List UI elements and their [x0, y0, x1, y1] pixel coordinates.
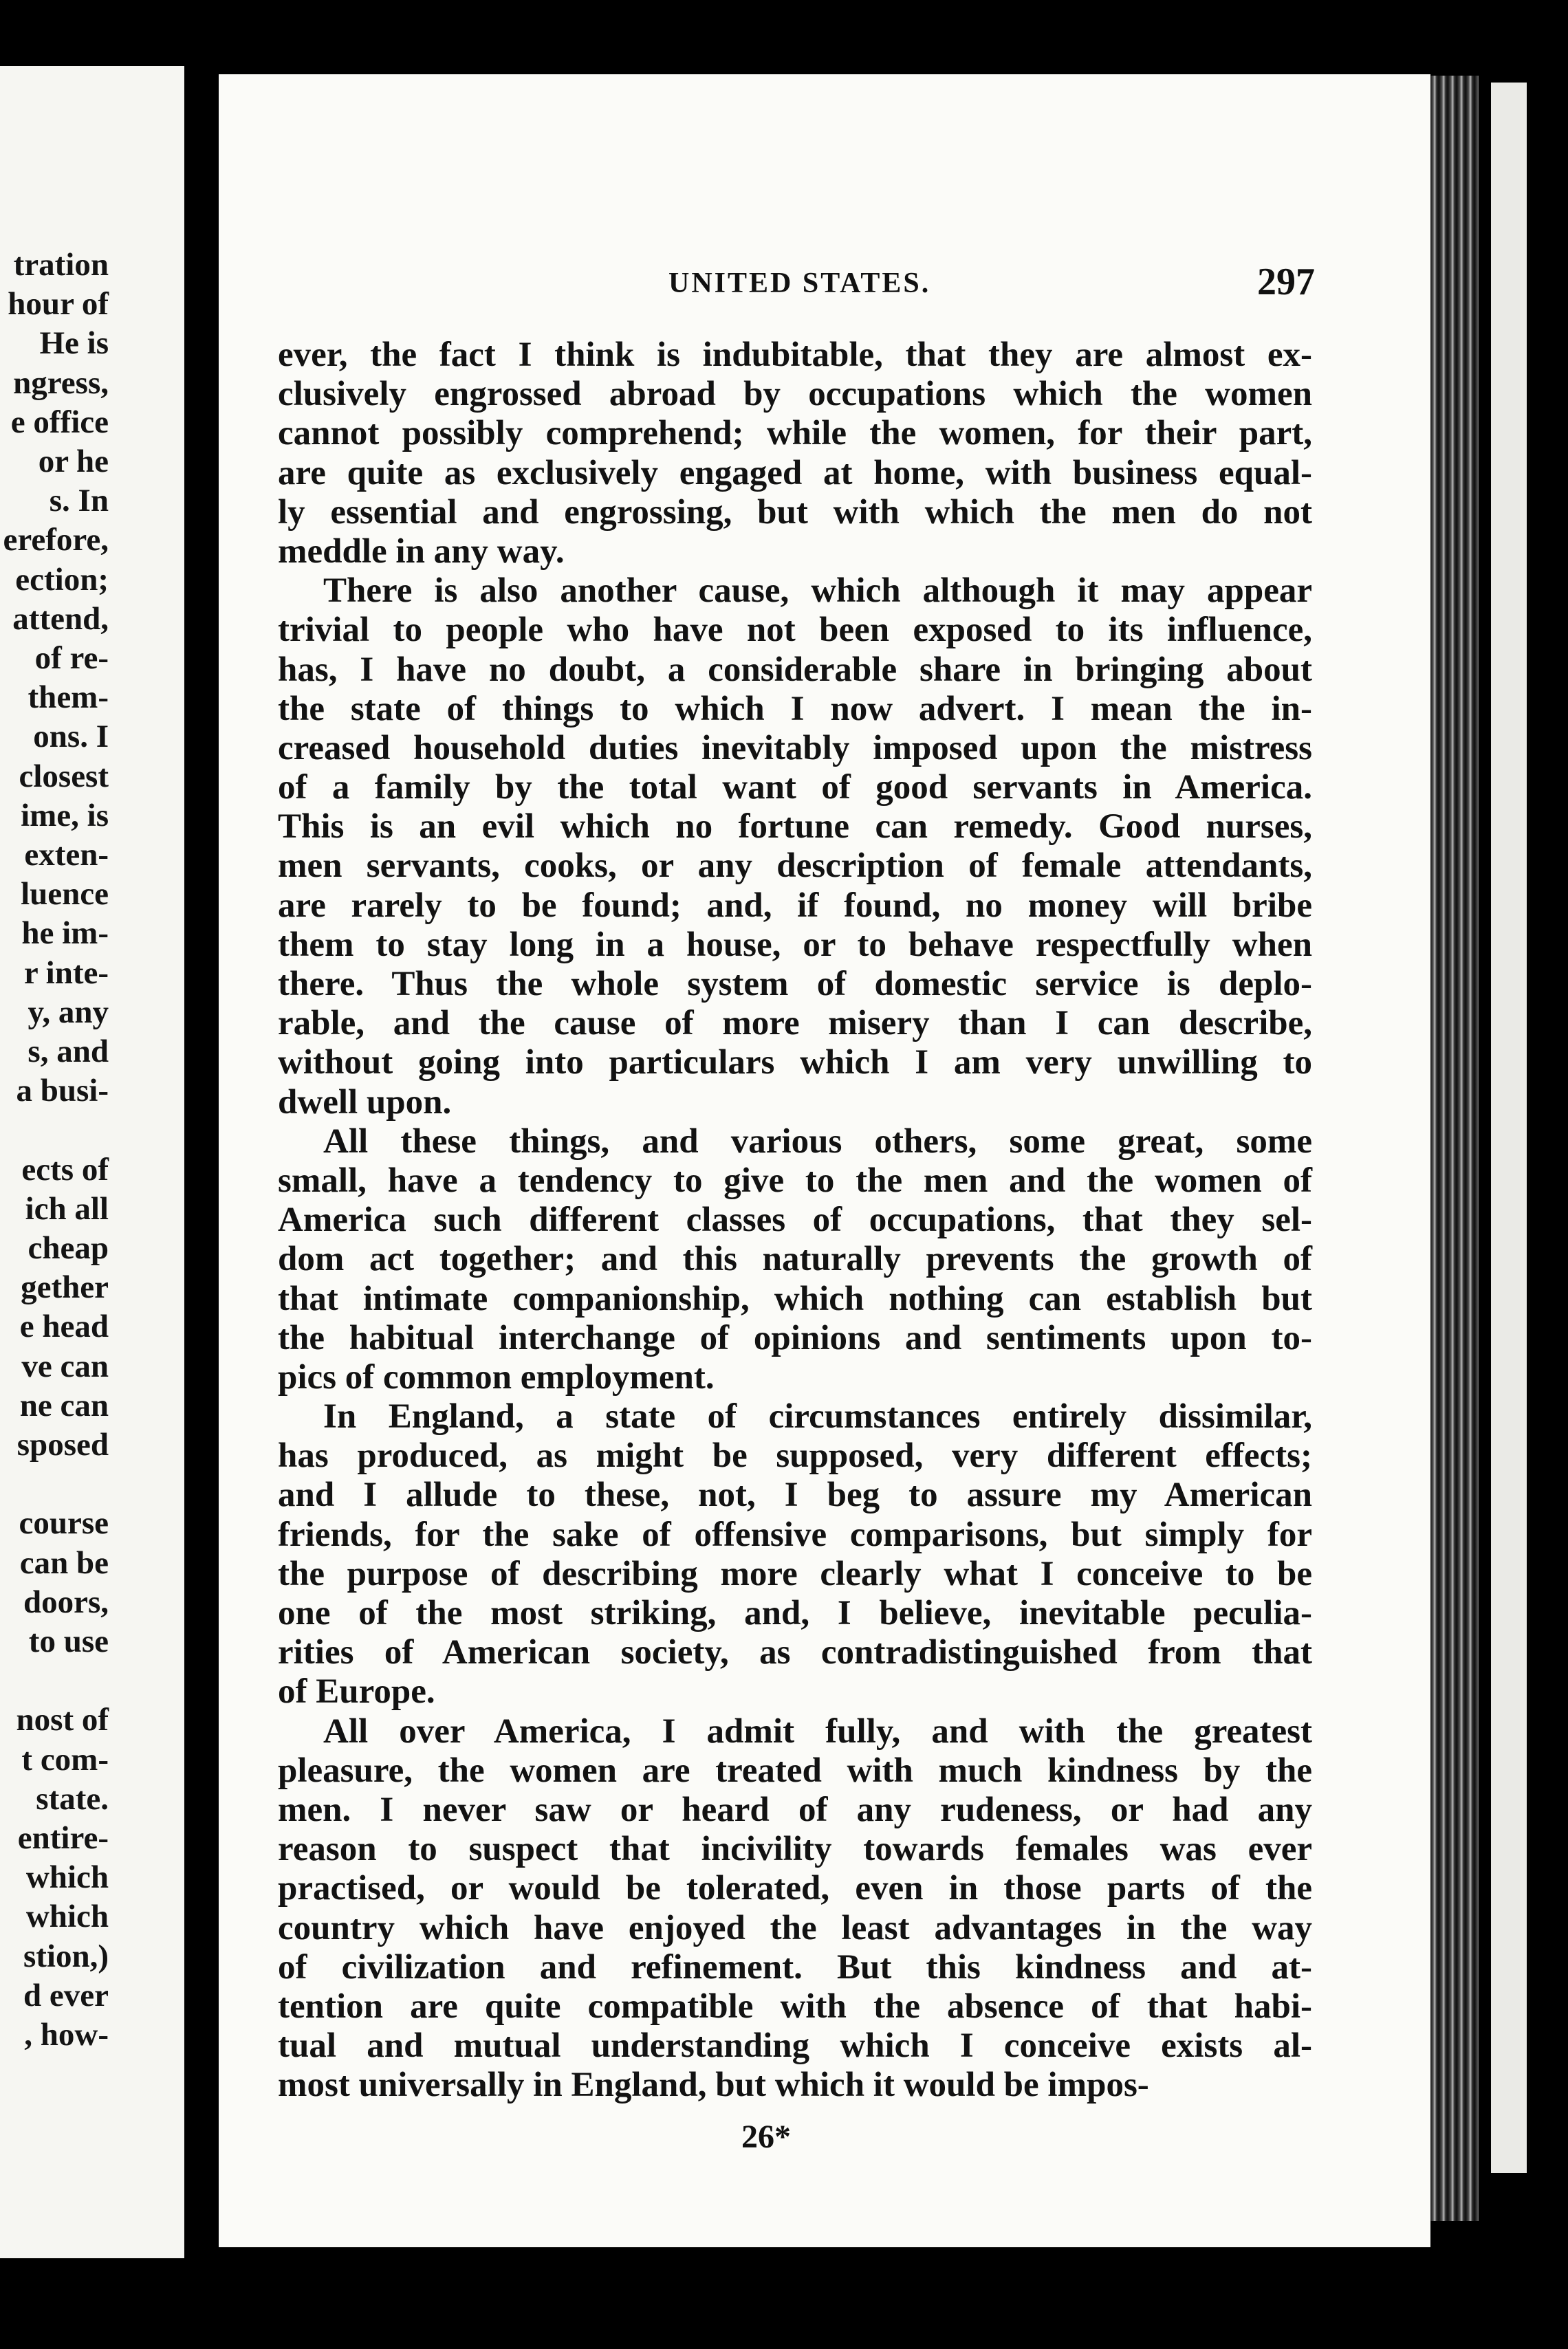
previous-page-line: stion,): [23, 1938, 109, 1974]
previous-page-line: attend,: [12, 600, 109, 637]
text-line: tual and mutual understanding which I conceive exists al-: [278, 2026, 1312, 2066]
previous-page-line: sposed: [17, 1427, 109, 1463]
text-line: of a family by the total want of good servants in America.: [278, 768, 1312, 807]
cover-edge: [1491, 83, 1527, 2173]
text-line: that intimate companionship, which nothing can establish but: [278, 1279, 1312, 1318]
text-line: of civilization and refinement. But this kindness and at-: [278, 1947, 1312, 1987]
page-edge-stack: [1430, 76, 1479, 2221]
previous-page-line: ime, is: [21, 797, 109, 833]
text-line: are rarely to be found; and, if found, no money will bribe: [278, 886, 1312, 925]
previous-page-line: ects of: [21, 1151, 109, 1188]
previous-page-line: e office: [10, 404, 109, 440]
previous-page-line: ne can: [19, 1387, 109, 1423]
text-line: are quite as exclusively engaged at home, with business equal-: [278, 453, 1312, 492]
previous-page-line: course: [19, 1505, 109, 1542]
previous-page-line: nost of: [16, 1702, 109, 1738]
text-line: most universally in England, but which it would be impos-: [278, 2066, 1149, 2105]
text-line: trivial to people who have not been exposed to its influence,: [278, 611, 1312, 650]
previous-page-line: , how-: [24, 2017, 109, 2053]
previous-page-line: which: [25, 1859, 109, 1896]
previous-page-line: ich all: [25, 1190, 109, 1227]
text-line: All these things, and various others, some great, some: [323, 1122, 1312, 1161]
text-line: men servants, cooks, or any description of female attendants,: [278, 846, 1312, 886]
text-line: has produced, as might be supposed, very different effects;: [278, 1436, 1312, 1476]
text-line: dom act together; and this naturally prevents the growth of: [278, 1240, 1312, 1279]
previous-page-line: t com-: [21, 1741, 109, 1778]
previous-page-line: He is: [39, 325, 109, 362]
previous-page-line: of re-: [34, 640, 109, 676]
previous-page-line: to use: [28, 1624, 109, 1659]
previous-page-line: exten-: [24, 837, 109, 873]
text-line: one of the most striking, and, I believe, inevitable peculia-: [278, 1594, 1312, 1632]
text-line: clusively engrossed abroad by occupations which the women: [278, 375, 1312, 414]
text-line: friends, for the sake of offensive comparisons, but simply for: [278, 1515, 1312, 1554]
previous-page-line: them-: [28, 679, 109, 716]
previous-page-line: gether: [21, 1269, 109, 1306]
text-line: cannot possibly comprehend; while the women, for their part,: [278, 414, 1312, 453]
text-line: In England, a state of circumstances entirely dissimilar,: [323, 1397, 1312, 1436]
signature-mark: 26*: [741, 2119, 791, 2155]
previous-page-line: he im-: [21, 915, 109, 952]
text-line: practised, or would be tolerated, even in those parts of the: [278, 1869, 1312, 1908]
text-line: pics of common employment.: [278, 1357, 715, 1397]
page-number: 297: [1257, 261, 1315, 303]
previous-page-line: doors,: [23, 1584, 109, 1620]
text-line: There is also another cause, which although it may appear: [323, 571, 1312, 611]
running-head: [219, 261, 1430, 308]
previous-page-line: cheap: [28, 1230, 109, 1266]
text-line: of Europe.: [278, 1672, 435, 1712]
text-line: All over America, I admit fully, and with the greatest: [323, 1712, 1312, 1751]
text-line: has, I have no doubt, a considerable share in bringing about: [278, 650, 1312, 689]
text-line: meddle in any way.: [278, 532, 565, 571]
text-line: creased household duties inevitably imposed upon the mistress: [278, 728, 1312, 767]
text-line: pleasure, the women are treated with much kindness by the: [278, 1751, 1312, 1790]
previous-page-line: which: [25, 1899, 109, 1935]
previous-page-line: or he: [38, 444, 109, 479]
text-line: ly essential and engrossing, but with which the men do not: [278, 492, 1312, 532]
previous-page-line: y, any: [28, 994, 109, 1030]
text-line: the purpose of describing more clearly what I conceive to be: [278, 1554, 1312, 1593]
previous-page-line: entire-: [17, 1820, 109, 1856]
previous-page: [0, 66, 184, 2258]
previous-page-line: s. In: [49, 483, 109, 519]
previous-page-line: ngress,: [13, 364, 109, 401]
text-line: men. I never saw or heard of any rudeness, or had any: [278, 1790, 1312, 1829]
previous-page-line: can be: [19, 1544, 109, 1581]
previous-page-line: d ever: [23, 1977, 109, 2013]
running-title: UNITED STATES.: [668, 267, 931, 299]
text-line: America such different classes of occupations, that they sel-: [278, 1201, 1312, 1240]
text-line: dwell upon.: [278, 1082, 452, 1122]
text-line: This is an evil which no fortune can remedy. Good nurses,: [278, 807, 1312, 846]
text-line: ever, the fact I think is indubitable, that they are almost ex-: [278, 336, 1312, 374]
text-line: rities of American society, as contradistinguished from that: [278, 1633, 1312, 1672]
current-page: [219, 74, 1430, 2247]
previous-page-line: erefore,: [3, 522, 109, 558]
text-line: there. Thus the whole system of domestic service is deplo-: [278, 965, 1312, 1003]
previous-page-line: s, and: [28, 1034, 109, 1069]
previous-page-line: hour of: [8, 286, 109, 323]
text-line: country which have enjoyed the least advantages in the way: [278, 1908, 1312, 1947]
text-line: reason to suspect that incivility towards females was ever: [278, 1830, 1312, 1869]
text-line: them to stay long in a house, or to behave respectfully when: [278, 925, 1312, 964]
body-text: [278, 336, 1312, 2105]
previous-page-line: r inte-: [23, 954, 109, 991]
previous-page-line: state.: [36, 1780, 109, 1817]
text-line: rable, and the cause of more misery than I can describe,: [278, 1004, 1312, 1043]
previous-page-line: ection;: [15, 561, 109, 598]
previous-page-line: a busi-: [16, 1073, 109, 1109]
text-line: small, have a tendency to give to the men and the women of: [278, 1161, 1312, 1200]
previous-page-line: ve can: [21, 1348, 109, 1384]
previous-page-line: tration: [13, 247, 109, 283]
previous-page-line: ons. I: [33, 719, 109, 755]
previous-page-line: closest: [19, 758, 109, 794]
text-line: tention are quite compatible with the absence of that habi-: [278, 1987, 1312, 2026]
previous-page-line: luence: [21, 876, 109, 913]
previous-page-line: e head: [19, 1309, 109, 1345]
text-line: the habitual interchange of opinions and sentiments upon to-: [278, 1318, 1312, 1357]
text-line: without going into particulars which I am very unwilling to: [278, 1043, 1312, 1082]
book-gutter: [184, 76, 219, 2255]
text-line: and I allude to these, not, I beg to assure my American: [278, 1476, 1312, 1515]
text-line: the state of things to which I now advert. I mean the in-: [278, 689, 1312, 728]
